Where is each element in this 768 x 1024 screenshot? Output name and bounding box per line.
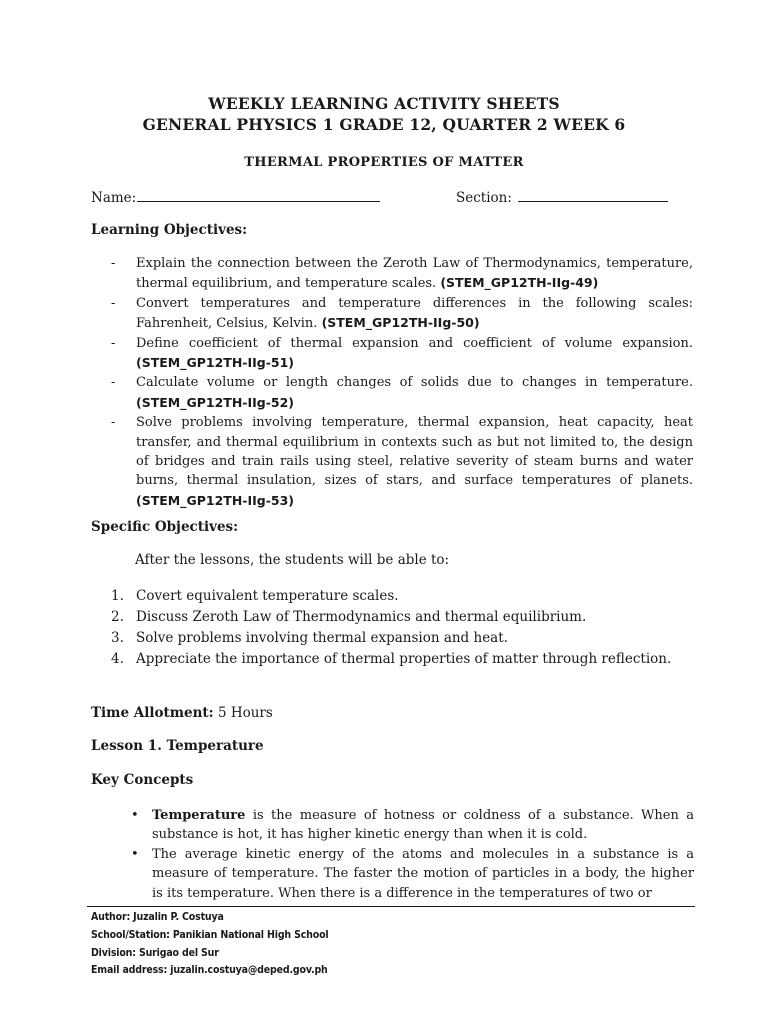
footer-email: Email address: juzalin.costuya@deped.gov.ph (91, 963, 328, 977)
competency-code: (STEM_GP12TH-IIg-50) (321, 315, 480, 331)
list-item: - Define coefficient of thermal expansion and coefficient of volume expansion. (STEM_GP12TH-IIg-51) (111, 335, 693, 371)
list-item: - Calculate volume or length changes of solids due to changes in temperature. (STEM_GP12TH-IIg-52) (111, 375, 693, 410)
document-title: WEEKLY LEARNING ACTIVITY SHEETS (208, 94, 560, 113)
footer-division: Division: Surigao del Sur (91, 945, 219, 959)
footer-school: School/Station: Panikian National High School (91, 927, 329, 941)
footer-author-info (91, 908, 328, 979)
bullet-icon: • (131, 808, 139, 823)
specific-objectives-list (111, 586, 693, 670)
time-allotment (91, 705, 273, 721)
list-item: 3. Solve problems involving thermal expansion and heat. (111, 630, 508, 646)
section-label: Section: (456, 190, 512, 206)
concept-term: Temperature (152, 808, 246, 823)
name-label: Name: (91, 190, 137, 206)
specific-objectives-intro: After the lessons, the students will be able to: (135, 552, 450, 568)
key-concepts-list (131, 806, 694, 903)
name-blank-line (137, 188, 380, 202)
learning-objectives-heading: Learning Objectives: (91, 222, 248, 238)
competency-code: (STEM_GP12TH-IIg-49) (440, 275, 599, 291)
topic-title: THERMAL PROPERTIES OF MATTER (244, 155, 524, 170)
list-item: • The average kinetic energy of the atoms and molecules in a substance is a measure of temperature. The faster the motion of particles in a body, the higher is its temperature. When there is a difference in the temperatures of two or (131, 846, 694, 901)
list-item: • Temperature is the measure of hotness or coldness of a substance. When a substance is hot, it has higher kinetic energy than when it is cold. (131, 808, 694, 843)
list-item: - Solve problems involving temperature, thermal expansion, heat capacity, heat transfer, and thermal equilibrium in contexts such as but not limited to, the design of bridges and train rails using steel, relative severity of steam burns and water burns, thermal insulation, sizes of stars, and surface temperatures of planets. (STEM_GP12TH-IIg-53) (111, 415, 693, 508)
list-item: 4. Appreciate the importance of thermal properties of matter through reflection. (111, 651, 672, 667)
section-blank-line (518, 188, 668, 202)
footer-divider (87, 906, 695, 907)
footer-author: Author: Juzalin P. Costuya (91, 910, 224, 923)
list-item: 1. Covert equivalent temperature scales. (111, 588, 399, 604)
competency-code: (STEM_GP12TH-IIg-53) (136, 492, 295, 508)
name-field (91, 188, 380, 206)
bullet-icon: • (131, 846, 139, 862)
list-item: - Explain the connection between the Zeroth Law of Thermodynamics, temperature, thermal equilibrium, and temperature scales. (STEM_GP12TH-IIg-49) (111, 256, 693, 292)
lesson-heading: Lesson 1. Temperature (91, 738, 264, 754)
list-item: - Convert temperatures and temperature differences in the following scales: Fahrenheit, Celsius, Kelvin. (STEM_GP12TH-IIg-50) (111, 295, 693, 332)
competency-code: (STEM_GP12TH-IIg-51) (136, 355, 295, 371)
time-allotment-label: Time Allotment: (91, 705, 214, 721)
time-allotment-value: 5 Hours (217, 705, 273, 721)
document-subtitle-course: GENERAL PHYSICS 1 GRADE 12, QUARTER 2 WEEK 6 (142, 115, 626, 134)
specific-objectives-heading: Specific Objectives: (91, 519, 239, 535)
key-concepts-heading: Key Concepts (91, 772, 194, 788)
learning-objectives-list (111, 254, 693, 511)
list-item: 2. Discuss Zeroth Law of Thermodynamics and thermal equilibrium. (111, 609, 587, 625)
section-field (456, 188, 668, 206)
competency-code: (STEM_GP12TH-IIg-52) (136, 394, 295, 410)
